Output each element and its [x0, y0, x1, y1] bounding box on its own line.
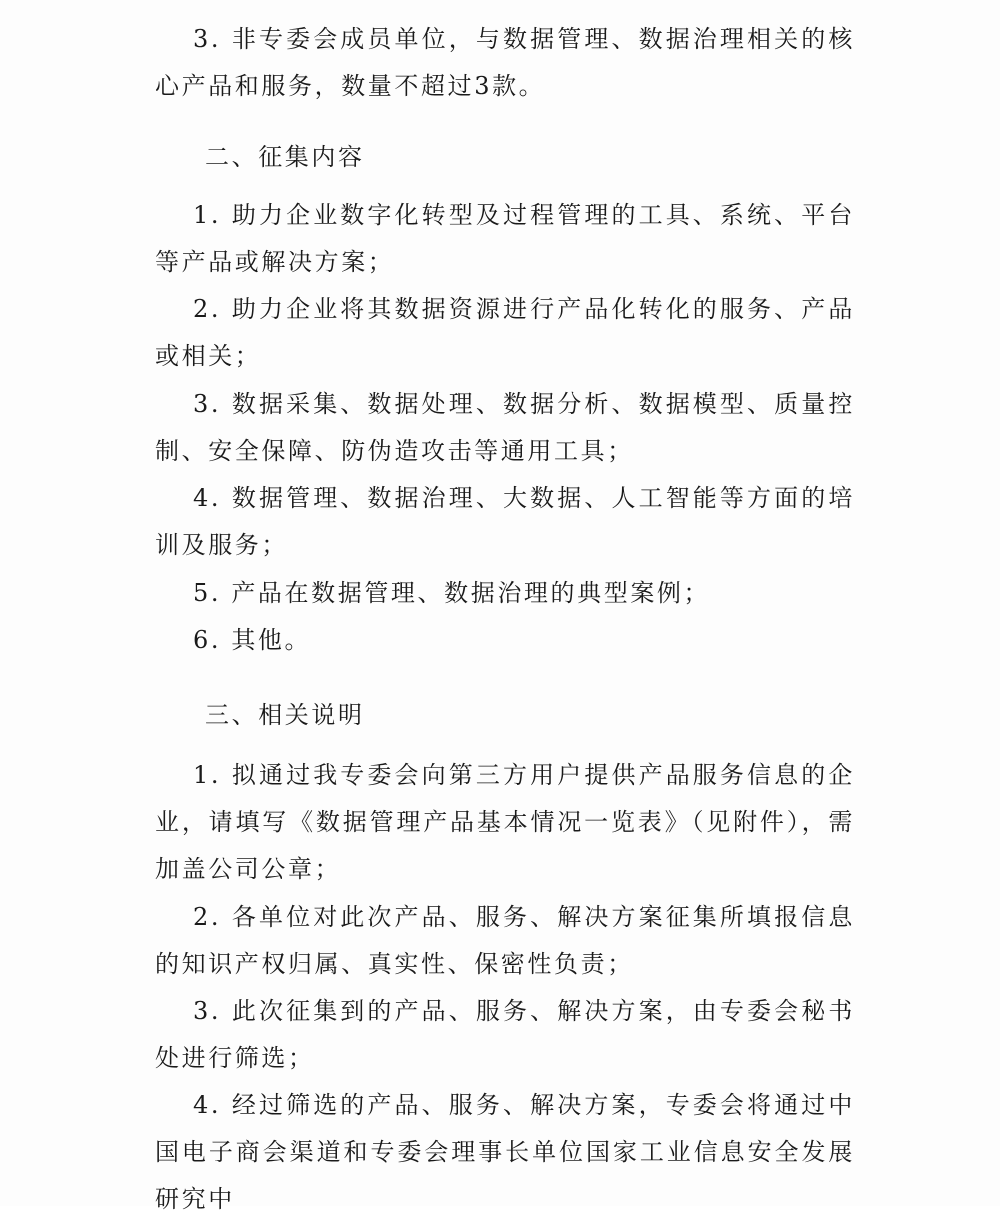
- paragraph-s2-item-2: 2. 助力企业将其数据资源进行产品化转化的服务、产品或相关；: [155, 295, 855, 370]
- section-heading-related-notes: 三、相关说明: [205, 701, 365, 729]
- paragraph-s2-item-4: 4. 数据管理、数据治理、大数据、人工智能等方面的培训及服务；: [155, 484, 855, 559]
- paragraph-s2-item-5: 5. 产品在数据管理、数据治理的典型案例；: [193, 579, 711, 607]
- section-heading-collection-content: 二、征集内容: [205, 143, 365, 171]
- paragraph-s3-item-2: 2. 各单位对此次产品、服务、解决方案征集所填报信息的知识产权归属、真实性、保密性负责；: [155, 903, 855, 978]
- paragraph-s2-item-3: 3. 数据采集、数据处理、数据分析、数据模型、质量控制、安全保障、防伪造攻击等通用工具；: [155, 390, 855, 465]
- paragraph-s1-item-3: 3. 非专委会成员单位，与数据管理、数据治理相关的核心产品和服务，数量不超过3款。: [155, 25, 855, 100]
- paragraph-s2-item-1: 1. 助力企业数字化转型及过程管理的工具、系统、平台等产品或解决方案；: [155, 201, 855, 276]
- paragraph-s3-item-4: 4. 经过筛选的产品、服务、解决方案，专委会将通过中国电子商会渠道和专委会理事长单位国家工业信息安全发展研究中: [155, 1091, 855, 1213]
- paragraph-s3-item-3: 3. 此次征集到的产品、服务、解决方案，由专委会秘书处进行筛选；: [155, 997, 855, 1072]
- paragraph-s2-item-6: 6. 其他。: [193, 626, 312, 654]
- paragraph-s3-item-1: 1. 拟通过我专委会向第三方用户提供产品服务信息的企业，请填写《数据管理产品基本情况一览表》（见附件），需加盖公司公章；: [155, 761, 855, 883]
